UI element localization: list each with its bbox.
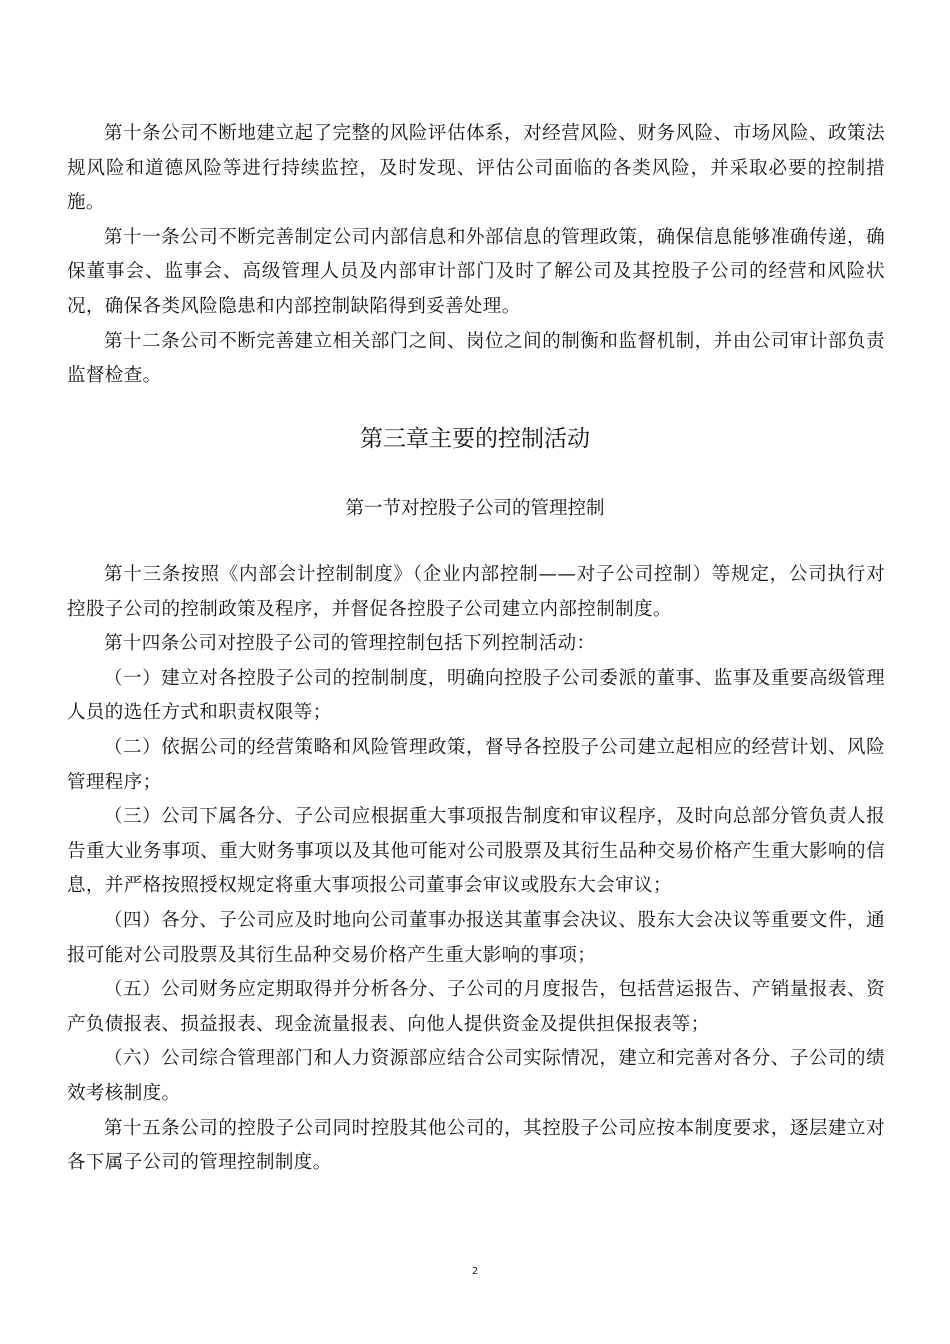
article-12: 第十二条公司不断完善建立相关部门之间、岗位之间的制衡和监督机制，并由公司审计部负责监督检查。 bbox=[67, 330, 885, 387]
list-item-1: （一）建立对各控股子公司的控制制度，明确向控股子公司委派的董事、监事及重要高级管理人员的选任方式和职责权限等； bbox=[67, 667, 885, 724]
article-15: 第十五条公司的控股子公司同时控股其他公司的，其控股子公司应按本制度要求，逐层建立对各下属子公司的管理控制制度。 bbox=[67, 1117, 885, 1174]
article-13: 第十三条按照《内部会计控制制度》（企业内部控制——对子公司控制）等规定，公司执行对控股子公司的控制政策及程序，并督促各控股子公司建立内部控制制度。 bbox=[67, 564, 885, 620]
chapter-title: 第三章主要的控制活动 bbox=[360, 426, 590, 452]
list-item-5: （五）公司财务应定期取得并分析各分、子公司的月度报告，包括营运报告、产销量报表、资产负债报表、损益报表、现金流量报表、向他人提供资金及提供担保报表等； bbox=[67, 979, 885, 1035]
list-item-4: （四）各分、子公司应及时地向公司董事办报送其董事会决议、股东大会决议等重要文件，通报可能对公司股票及其衍生品种交易价格产生重大影响的事项； bbox=[67, 909, 885, 966]
article-10: 第十条公司不断地建立起了完整的风险评估体系，对经营风险、财务风险、市场风险、政策法规风险和道德风险等进行持续监控，及时发现、评估公司面临的各类风险，并采取必要的控制措施。 bbox=[67, 123, 885, 214]
list-item-2: （二）依据公司的经营策略和风险管理政策，督导各控股子公司建立起相应的经营计划、风险管理程序； bbox=[67, 736, 885, 793]
list-item-6: （六）公司综合管理部门和人力资源部应结合公司实际情况，建立和完善对各分、子公司的绩效考核制度。 bbox=[67, 1048, 885, 1104]
article-11: 第十一条公司不断完善制定公司内部信息和外部信息的管理政策，确保信息能够准确传递，确保董事会、监事会、高级管理人员及内部审计部门及时了解公司及其控股子公司的经营和风险状况，确保各类风险隐患和内部控制缺陷得到妥善处理。 bbox=[67, 226, 885, 317]
article-block-section bbox=[67, 558, 885, 1181]
article-14: 第十四条公司对控股子公司的管理控制包括下列控制活动： bbox=[104, 633, 596, 655]
list-item-3: （三）公司下属各分、子公司应根据重大事项报告制度和审议程序，及时向总部分管负责人报告重大业务事项、重大财务事项以及其他可能对公司股票及其衍生品种交易价格产生重大影响的信息，并严格按照授权规定将重大事项报公司董事会审议或股东大会审议； bbox=[67, 806, 885, 897]
article-block-top bbox=[67, 117, 885, 394]
section-title: 第一节对控股子公司的管理控制 bbox=[345, 498, 605, 519]
page-number: 2 bbox=[471, 1266, 479, 1277]
